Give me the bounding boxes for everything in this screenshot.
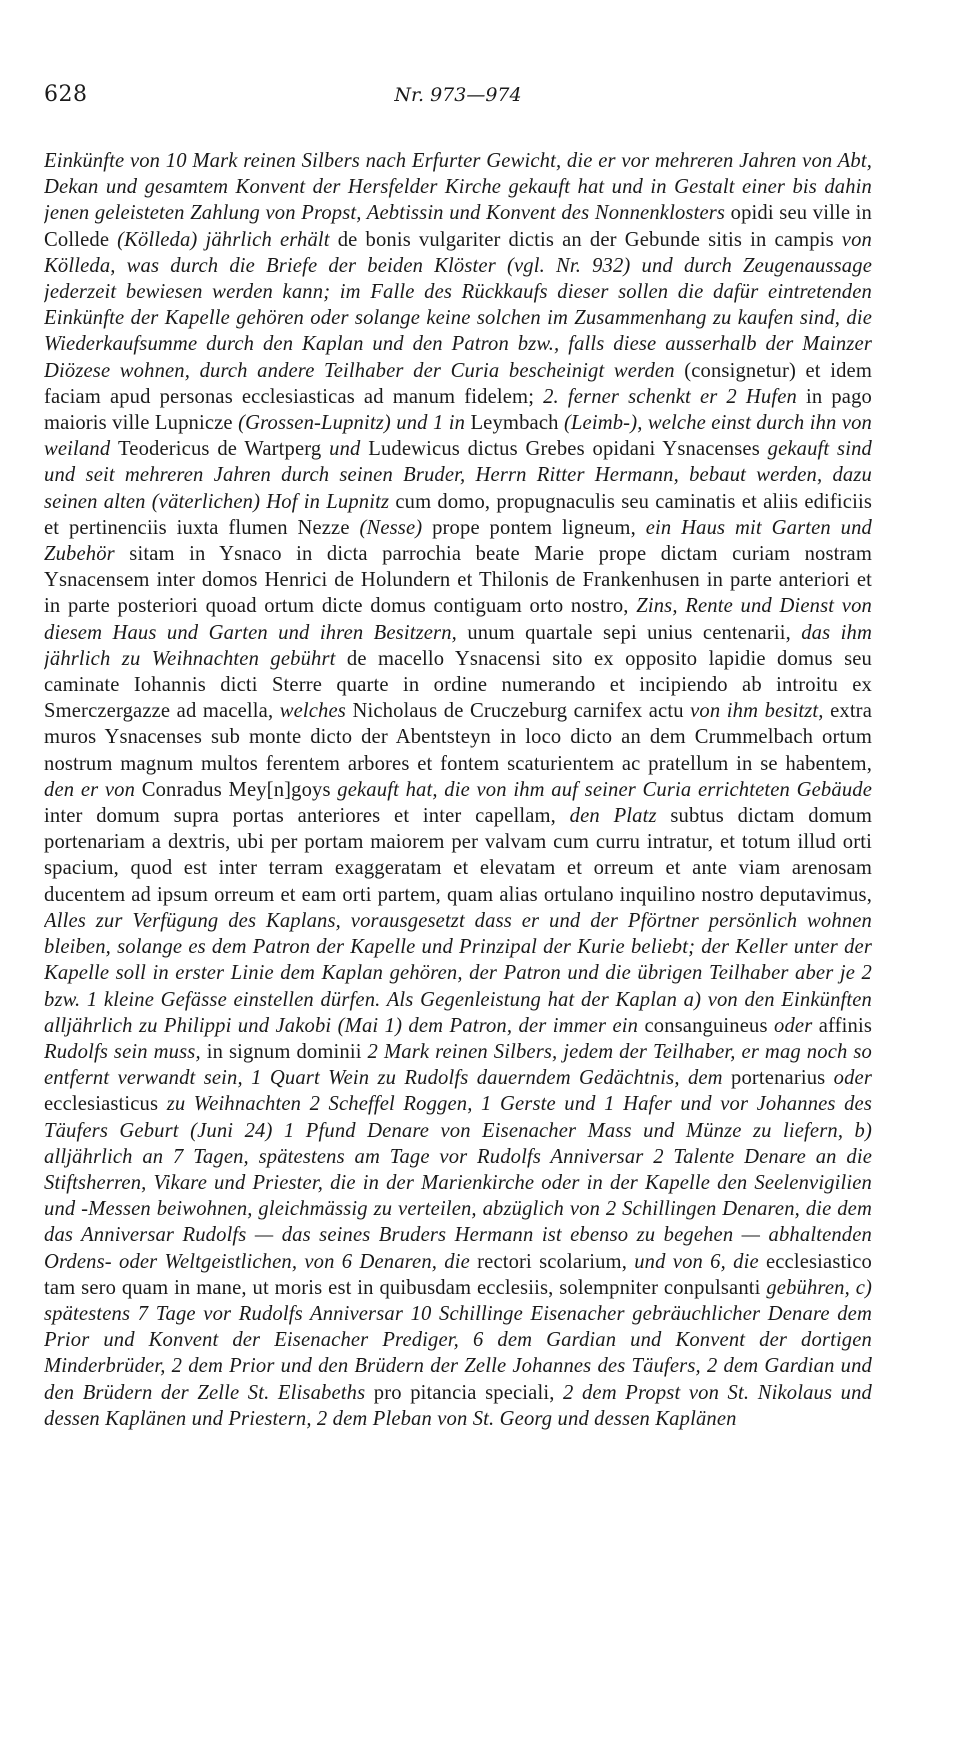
quotation-segment: sitam in Ysnaco in dicta parrochia beate Marie prope dictam curiam nostram Ysnacensem inter domos Henrici de Holundern et Thilonis de Frankenhusen in parte anteriori et in parte posteriori quoad ortum dicte domus contiguam orto nostro, bbox=[44, 543, 872, 618]
quotation-segment: extra muros Ysnacenses sub monte dicto der Abentsteyn in loco dicto an dem Crummelbach ortum nostrum magnum multos ferentem arbores et fontem scaturientem ac pratellum in se habentem, bbox=[44, 700, 872, 775]
summary-segment: zu Weihnachten 2 Scheffel Roggen, 1 Gerste und 1 Hafer und vor Johannes des Täufers Geburt (Juni 24) 1 Pfund Denare von Eisenacher Mass und Münze zu liefern, b) alljährlich an 7 Tagen, spätestens am Tage vor Rudolfs Anniversar 2 Talente Denare an die Stiftsherren, Vikare und Priester, die in der Marienkirche oder in der Kapelle den Seelenvigilien und -Messen beiwohnen, gleichmässig zu verteilen, abzüglich von 2 Schillingen Denaren, die dem das Anniversar Rudolfs — das seines Bruders Hermann ist ebenso zu begehen — abhaltenden Ordens- oder Weltgeistlichen, von 6 Denaren, die bbox=[44, 1093, 872, 1273]
page-header bbox=[44, 82, 872, 118]
running-title: Nr. 973—974 bbox=[394, 84, 522, 106]
summary-segment: Alles zur Verfügung des Kaplans, vorausgesetzt dass er und der Pförtner persönlich wohnen bleiben, solange es dem Patron der Kapelle und Prinzipal der Kurie beliebt; der Keller unter der Kapelle soll in erster Linie dem Kaplan gehören, der Patron und die übrigen Teilhaber aber je 2 bzw. 1 kleine Gefässe einstellen dürfen. Als Gegenleistung hat der Kaplan a) von den Einkünften alljährlich zu Philippi und Jakobi (Mai 1) dem Patron, der immer ein bbox=[44, 909, 872, 1037]
quotation-segment: Leymbach bbox=[470, 412, 564, 435]
summary-segment: von ihm besitzt, bbox=[690, 700, 831, 723]
quotation-segment: (consignetur) et idem faciam apud personas ecclesiasticas ad manum fidelem; bbox=[44, 359, 872, 408]
summary-segment: und von 6, die bbox=[634, 1250, 766, 1273]
summary-segment: (Leimb-), welche einst durch ihn von weiland bbox=[44, 412, 872, 461]
summary-segment: und bbox=[329, 438, 369, 461]
summary-segment: Zins, Rente und Dienst von diesem Haus und Garten und ihren Besitzern, bbox=[44, 595, 872, 644]
quotation-segment: prope pontem ligneum, bbox=[432, 516, 646, 539]
quotation-segment: de macello Ysnacensi sito ex opposito lapidie domus seu caminate Iohannis dicti Sterre quarte in ordine numerando et incipiendo ab introitu ex Smerczergazze ad macella, bbox=[44, 647, 872, 723]
quotation-segment: Ludewicus dictus Grebes opidani Ysnacenses bbox=[368, 438, 768, 461]
summary-segment: gekauft sind und seit mehreren Jahren durch seinen Bruder, Herrn Ritter Hermann, bebaut werden, dazu seinen alten (väterlichen) Hof in Lupnitz bbox=[44, 438, 872, 513]
quotation-segment: in signum dominii bbox=[206, 1040, 368, 1063]
summary-segment: den Platz bbox=[569, 805, 671, 828]
quotation-segment: de bonis vulgariter dictis an der Gebunde sitis in campis bbox=[337, 228, 842, 251]
summary-segment: Einkünfte von 10 Mark reinen Silbers nach Erfurter Gewicht, die er vor mehreren Jahren von Abt, Dekan und gesamtem Konvent der Hersfelder Kirche gekauft hat und in Gestalt einer bis dahin jenen geleisteten Zahlung von Propst, Aebtissin und Konvent des Nonnenklosters bbox=[44, 150, 872, 225]
quotation-segment: affinis bbox=[818, 1014, 872, 1037]
quotation-segment: Nicholaus de Cruczeburg carnifex actu bbox=[352, 700, 691, 723]
quotation-segment: cum domo, propugnaculis seu caminatis et aliis edificiis et pertinenciis iuxta flumen Nezze bbox=[44, 490, 872, 539]
summary-segment: gebühren, c) spätestens 7 Tage vor Rudolfs Anniversar 10 Schillinge Eisenacher gebräuchlicher Denare dem Prior und Konvent der Eisenacher Prediger, 6 dem Gardian und Konvent der dortigen Minderbrüder, 2 dem Prior und den Brüdern der Zelle Johannes des Täufers, 2 dem Gardian und den Brüdern der Zelle St. Elisabeths bbox=[44, 1276, 872, 1404]
quotation-segment: Conradus Mey[n]goys bbox=[141, 778, 338, 801]
quotation-segment: pro pitancia speciali, bbox=[373, 1381, 564, 1404]
summary-segment: 2. ferner schenkt er 2 Hufen bbox=[543, 385, 807, 408]
summary-segment: (Nesse) bbox=[359, 516, 433, 539]
summary-segment: (Grossen-Lupnitz) und 1 in bbox=[238, 412, 471, 435]
summary-segment: 2 dem Propst von St. Nikolaus und dessen Kaplänen und Priestern, 2 dem Pleban von St. Georg und dessen Kaplänen bbox=[44, 1381, 872, 1430]
quotation-segment: Teodericus de Wartperg bbox=[118, 438, 330, 461]
summary-segment: von Kölleda, was durch die Briefe der beiden Klöster (vgl. Nr. 932) und durch Zeugenaussage jederzeit bewiesen werden kann; im Falle des Rückkaufs dieser sollen die dafür eintretenden Einkünfte der Kapelle gehören oder solange keine solchen im Zusammenhang zu kaufen sind, die Wiederkaufsumme durch den Kaplan und den Patron bzw., falls diese ausserhalb der Mainzer Diözese wohnen, durch andere Teilhaber der Curia bescheinigt werden bbox=[44, 228, 872, 382]
summary-segment: 2 Mark reinen Silbers, jedem der Teilhaber, er mag noch so entfernt verwandt sein, 1 Quart Wein zu Rudolfs dauerndem Gedächtnis, dem bbox=[44, 1040, 872, 1090]
quotation-segment: in pago maioris ville Lupnicze bbox=[44, 385, 872, 435]
summary-segment: das ihm jährlich zu Weihnachten gebührt bbox=[44, 621, 872, 670]
quotation-segment: consanguineus bbox=[644, 1014, 775, 1037]
body-text bbox=[44, 148, 872, 1432]
quotation-segment: opidi seu ville in Collede bbox=[44, 202, 872, 251]
document-page bbox=[44, 82, 872, 1722]
quotation-segment: unum quartale sepi unius centenarii, bbox=[467, 621, 802, 644]
summary-segment: den er von bbox=[44, 778, 142, 801]
quotation-segment: portenarius bbox=[731, 1067, 834, 1090]
page-number: 628 bbox=[44, 82, 88, 107]
summary-segment: ein Haus mit Garten und Zubehör bbox=[44, 516, 872, 566]
summary-segment: oder bbox=[774, 1014, 819, 1037]
summary-segment: gekauft hat, die von ihm auf seiner Curia errichteten Gebäude bbox=[337, 778, 872, 801]
quotation-segment: ecclesiastico tam sero quam in mane, ut moris est in quibusdam ecclesiis, solempniter conpulsanti bbox=[44, 1250, 872, 1299]
summary-segment: (Kölleda) jährlich erhält bbox=[117, 228, 338, 251]
summary-segment: Rudolfs sein muss, bbox=[44, 1040, 207, 1063]
quotation-segment: subtus dictam domum portenariam a dextris, ubi per portam maiorem per valvam cum curru intratur, et totum illud orti spacium, quod est inter terram exaggeratam et elevatam et orreum et ante viam arenosam ducentem ad ipsum orreum et eam orti partem, quam alias ortulano inquilino nostro deputavimus, bbox=[44, 805, 872, 906]
quotation-segment: ecclesiasticus bbox=[44, 1093, 167, 1116]
summary-segment: oder bbox=[833, 1067, 872, 1090]
quotation-segment: rectori scolarium, bbox=[477, 1250, 635, 1273]
quotation-segment: inter domum supra portas anteriores et inter capellam, bbox=[44, 805, 570, 828]
summary-segment: welches bbox=[279, 700, 353, 723]
